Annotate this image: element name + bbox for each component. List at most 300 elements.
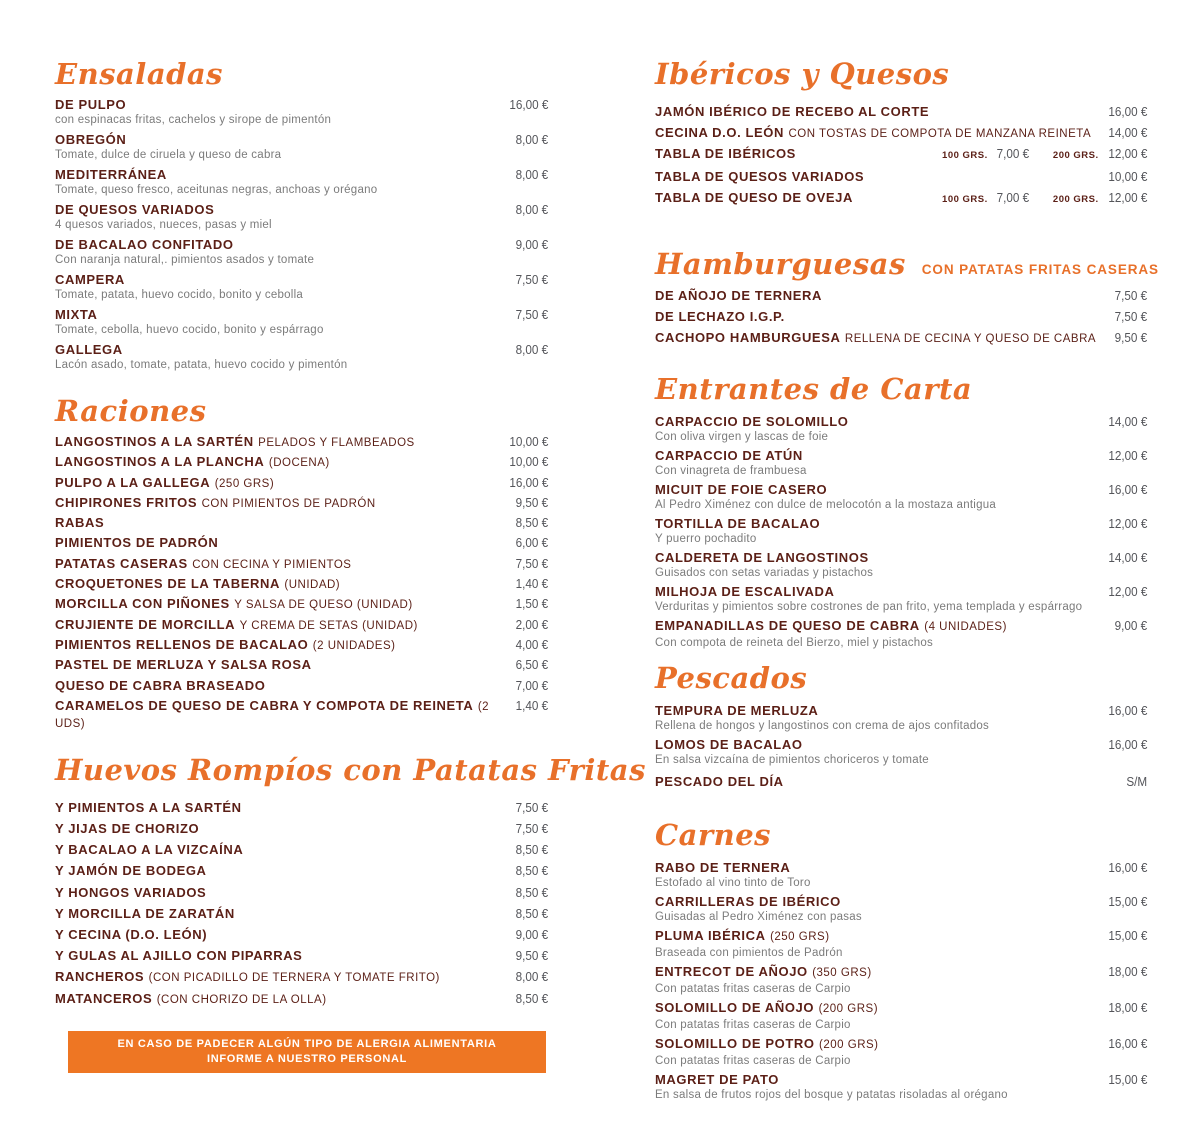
menu-item [55, 924, 548, 945]
item-nameline [55, 906, 512, 921]
item-description: Verduritas y pimientos sobre costrones de pan frito, yema templada y espárrago [655, 601, 1083, 613]
menu-item [55, 676, 548, 696]
item-main [655, 550, 1104, 580]
item-nameline [55, 342, 512, 357]
menu-item [655, 414, 1147, 444]
item-main [55, 342, 512, 372]
item-price: 15,00 € [1107, 928, 1147, 943]
item-suffix: (200 GRS) [818, 1003, 879, 1015]
item-name: MILHOJA DE ESCALIVADA [655, 584, 835, 599]
item-name: MATANCEROS [55, 990, 153, 1006]
allergy-notice [68, 1031, 546, 1073]
item-main [55, 167, 512, 197]
item-name: Y CECINA (D.O. LEÓN) [55, 927, 208, 943]
item-name: CARPACCIO DE ATÚN [655, 448, 803, 463]
menu-item [55, 513, 548, 533]
item-main [55, 927, 512, 942]
item-name: GALLEGA [55, 342, 123, 357]
item-main [55, 698, 512, 732]
section-entrantes [655, 372, 1147, 650]
item-price: 10,00 € [508, 434, 548, 449]
item-suffix: (CON PICADILLO DE TERNERA Y TOMATE FRITO) [148, 972, 440, 985]
item-nameline [55, 535, 512, 550]
item-suffix: RELLENA DE CECINA Y QUESO DE CABRA [844, 333, 1097, 345]
item-nameline [655, 618, 1111, 635]
item-price: 1,40 € [515, 576, 548, 592]
section-title: Entrantes de Carta [655, 372, 973, 406]
item-description: En salsa vizcaína de pimientos choriceros y tomate [655, 754, 929, 766]
item-suffix: (4 UNIDADES) [924, 621, 1007, 633]
menu-item [55, 988, 548, 1009]
menu-item [655, 550, 1147, 580]
price-group [1053, 143, 1147, 166]
item-nameline [55, 576, 512, 593]
item-name: DE LECHAZO I.G.P. [655, 309, 785, 324]
item-description: Lacón asado, tomate, patata, huevo cocido y pimentón [55, 359, 348, 371]
item-price: 7,50 € [515, 821, 548, 837]
section-subtitle: CON PATATAS FRITAS CASERAS [921, 262, 1159, 277]
item-description: Tomate, queso fresco, aceitunas negras, anchoas y orégano [55, 184, 378, 196]
section-items [655, 414, 1147, 650]
menu-item [55, 554, 548, 574]
item-price: 8,00 € [515, 132, 548, 147]
item-price: 10,00 € [508, 454, 548, 470]
item-nameline [55, 657, 512, 672]
item-name: TABLA DE IBÉRICOS [655, 146, 796, 161]
section-ibericos [655, 57, 1147, 210]
item-nameline [55, 637, 512, 654]
item-price: 14,00 € [1107, 414, 1147, 429]
item-nameline [655, 703, 1104, 718]
menu-item [55, 966, 548, 987]
item-price: 14,00 € [1107, 550, 1147, 565]
section-items [55, 432, 548, 732]
item-suffix: (CON CHORIZO DE LA OLLA) [156, 993, 327, 1006]
menu-item [655, 306, 1147, 327]
item-nameline [655, 516, 1104, 531]
item-price: 7,50 € [515, 272, 548, 287]
item-name: Y GULAS AL AJILLO CON PIPARRAS [55, 948, 303, 964]
item-main [655, 516, 1104, 546]
item-name: Y HONGOS VARIADOS [55, 884, 207, 900]
item-main [55, 97, 505, 127]
item-nameline [55, 202, 512, 217]
item-nameline [655, 894, 1104, 909]
item-name: TABLA DE QUESOS VARIADOS [655, 169, 865, 184]
item-name: MAGRET DE PATO [655, 1072, 779, 1087]
menu-item [55, 574, 548, 594]
menu-item [655, 771, 1147, 793]
item-description: Rellena de hongos y langostinos con crema de ajos confitados [655, 720, 990, 732]
item-main [55, 906, 512, 921]
item-price: 7,50 € [515, 555, 548, 571]
item-nameline [655, 737, 1104, 752]
item-price: 7,50 € [1114, 288, 1147, 303]
item-main [655, 414, 1104, 444]
item-description: Con oliva virgen y lascas de foie [655, 431, 829, 443]
item-price: 6,50 € [515, 657, 548, 673]
section-header [55, 394, 548, 428]
item-price: 9,50 € [515, 494, 548, 510]
item-name: JAMÓN IBÉRICO DE RECEBO AL CORTE [655, 104, 930, 119]
item-nameline [655, 1072, 1104, 1087]
item-name: TORTILLA DE BACALAO [655, 516, 821, 531]
section-title: Pescados [655, 661, 808, 695]
menu-item [655, 1072, 1147, 1102]
item-main [655, 584, 1104, 614]
item-price: 6,00 € [515, 535, 548, 551]
menu-item [55, 615, 548, 635]
item-main [55, 434, 505, 451]
item-main [655, 894, 1104, 924]
item-price: 7,00 € [996, 146, 1029, 161]
section-huevos [55, 752, 646, 1009]
item-description: Con patatas fritas caseras de Carpio [655, 1055, 851, 1067]
item-name: RABO DE TERNERA [655, 860, 791, 875]
item-price: 12,00 € [1107, 146, 1147, 161]
item-nameline [55, 969, 512, 986]
item-price: 9,00 € [515, 927, 548, 943]
item-main [55, 863, 512, 878]
item-name: LANGOSTINOS A LA SARTÉN [55, 434, 254, 449]
item-name: CRUJIENTE DE MORCILLA [55, 616, 236, 632]
item-name: ENTRECOT DE AÑOJO [655, 964, 808, 979]
section-title: Ibéricos y Quesos [655, 57, 950, 91]
item-name: TEMPURA DE MERLUZA [655, 703, 819, 718]
item-nameline [655, 860, 1104, 875]
item-price: 1,40 € [515, 697, 548, 713]
item-price: 18,00 € [1107, 1000, 1147, 1015]
menu-item [655, 122, 1147, 143]
item-price: 8,50 € [515, 884, 548, 900]
item-nameline [655, 414, 1104, 429]
item-main [655, 964, 1104, 996]
menu-item [55, 202, 548, 232]
item-price: 8,50 € [515, 905, 548, 921]
item-nameline [55, 698, 512, 732]
item-description: 4 quesos variados, nueces, pasas y miel [55, 219, 272, 231]
item-description: Tomate, cebolla, huevo cocido, bonito y espárrago [55, 324, 324, 336]
item-nameline [55, 863, 512, 878]
item-main [55, 535, 512, 550]
item-price: 7,50 € [515, 307, 548, 322]
section-title: Hamburguesas [655, 247, 906, 281]
item-price: 16,00 € [1107, 482, 1147, 497]
section-items [55, 97, 548, 372]
item-name: EMPANADILLAS DE QUESO DE CABRA [655, 618, 920, 633]
item-description: En salsa de frutos rojos del bosque y patatas risoladas al orégano [655, 1089, 1008, 1101]
item-main [55, 637, 512, 654]
section-header [655, 247, 1159, 281]
item-name: MIXTA [55, 307, 98, 322]
item-main [55, 495, 512, 512]
item-main [55, 657, 512, 672]
item-name: PASTEL DE MERLUZA Y SALSA ROSA [55, 657, 312, 673]
section-title: Ensaladas [55, 57, 224, 91]
price-size-label: 200 GRS. [1052, 194, 1099, 205]
item-suffix: (UNIDAD) [284, 579, 341, 592]
menu-item [655, 516, 1147, 546]
item-main [655, 146, 942, 161]
item-name: LOMOS DE BACALAO [655, 737, 803, 752]
item-nameline [55, 515, 512, 530]
item-nameline [55, 454, 505, 471]
item-main [655, 1000, 1104, 1032]
section-header [655, 372, 1147, 406]
item-nameline [655, 1036, 1104, 1053]
item-description: Tomate, patata, huevo cocido, bonito y cebolla [55, 289, 304, 301]
item-description: Tomate, dulce de ciruela y queso de cabra [55, 149, 282, 161]
item-nameline [655, 190, 942, 205]
item-nameline [655, 146, 942, 161]
item-price: 12,00 € [1107, 516, 1147, 531]
item-nameline [655, 309, 1111, 324]
price-group [942, 187, 1029, 210]
item-nameline [55, 97, 505, 112]
menu-item [55, 797, 548, 818]
item-main [55, 617, 512, 634]
allergy-notice-line2: INFORME A NUESTRO PERSONAL [206, 1053, 408, 1065]
section-items [655, 703, 1147, 793]
item-nameline [655, 964, 1104, 981]
price-size-label: 200 GRS. [1052, 150, 1099, 161]
item-description: Con compota de reineta del Bierzo, miel y pistachos [655, 637, 934, 649]
item-name: PESCADO DEL DÍA [655, 774, 784, 789]
item-main [655, 104, 1104, 119]
item-nameline [655, 104, 1104, 119]
item-nameline [55, 885, 512, 900]
item-description: Y puerro pochadito [655, 533, 757, 545]
item-main [655, 288, 1111, 303]
price-group [942, 143, 1029, 166]
item-nameline [655, 448, 1104, 463]
allergy-notice-line1: EN CASO DE PADECER ALGÚN TIPO DE ALERGIA ALIMENTARIA [117, 1038, 497, 1050]
item-suffix: (DOCENA) [268, 457, 330, 470]
item-name: CALDERETA DE LANGOSTINOS [655, 550, 869, 565]
item-name: PIMIENTOS DE PADRÓN [55, 535, 219, 551]
menu-item [55, 272, 548, 302]
menu-item [55, 167, 548, 197]
menu-item [655, 1000, 1147, 1032]
item-nameline [655, 774, 1124, 789]
item-main [55, 202, 512, 232]
item-nameline [55, 556, 512, 573]
item-prices [942, 187, 1147, 210]
item-description: con espinacas fritas, cachelos y sirope de pimentón [55, 114, 332, 126]
menu-item [55, 882, 548, 903]
item-nameline [55, 821, 512, 836]
item-nameline [55, 132, 512, 147]
item-name: Y MORCILLA DE ZARATÁN [55, 905, 235, 921]
item-description: Guisadas al Pedro Ximénez con pasas [655, 911, 862, 923]
item-name: PIMIENTOS RELLENOS DE BACALAO [55, 636, 309, 652]
item-price: 9,50 € [515, 948, 548, 964]
item-suffix: PELADOS Y FLAMBEADOS [258, 437, 415, 449]
item-price: 16,00 € [508, 474, 548, 490]
price-group [1053, 187, 1147, 210]
item-name: SOLOMILLO DE AÑOJO [655, 1000, 815, 1015]
item-nameline [55, 475, 505, 492]
item-name: Y BACALAO A LA VIZCAÍNA [55, 842, 244, 858]
item-name: CARAMELOS DE QUESO DE CABRA Y COMPOTA DE REINETA [55, 697, 474, 713]
item-name: PLUMA IBÉRICA [655, 928, 766, 943]
item-main [655, 330, 1111, 347]
item-nameline [655, 288, 1111, 303]
item-name: CHIPIRONES FRITOS [55, 494, 198, 510]
menu-item [55, 594, 548, 614]
item-main [655, 1036, 1104, 1068]
item-name: RABAS [55, 515, 105, 531]
menu-item [55, 696, 548, 732]
item-name: DE QUESOS VARIADOS [55, 202, 215, 217]
item-price: 10,00 € [1107, 169, 1147, 184]
item-price: 8,50 € [515, 863, 548, 879]
item-nameline [655, 330, 1111, 347]
item-name: MEDITERRÁNEA [55, 167, 167, 182]
item-name: Y JAMÓN DE BODEGA [55, 863, 207, 879]
item-main [655, 190, 942, 205]
item-suffix: (250 GRS) [770, 931, 830, 943]
item-description: Guisados con setas variadas y pistachos [655, 567, 874, 579]
section-header [655, 661, 1147, 695]
item-name: CARPACCIO DE SOLOMILLO [655, 414, 849, 429]
item-name: MICUIT DE FOIE CASERO [655, 482, 828, 497]
menu-item [655, 860, 1147, 890]
item-nameline [655, 584, 1104, 599]
item-nameline [55, 237, 512, 252]
item-name: CACHOPO HAMBURGUESA [655, 330, 841, 345]
item-nameline [55, 596, 512, 613]
item-name: DE PULPO [55, 97, 127, 112]
item-description: Estofado al vino tinto de Toro [655, 877, 811, 889]
item-name: TABLA DE QUESO DE OVEJA [655, 190, 853, 205]
item-name: CAMPERA [55, 272, 125, 287]
item-name: DE BACALAO CONFITADO [55, 237, 234, 252]
item-price: 16,00 € [508, 97, 548, 112]
item-name: Y PIMIENTOS A LA SARTÉN [55, 799, 242, 815]
section-pescados [655, 661, 1147, 793]
item-main [55, 821, 512, 836]
item-nameline [655, 1000, 1104, 1017]
item-nameline [55, 272, 512, 287]
item-name: LANGOSTINOS A LA PLANCHA [55, 454, 265, 470]
menu-item [655, 101, 1147, 122]
item-main [55, 272, 512, 302]
menu-item [55, 655, 548, 675]
item-main [655, 737, 1104, 767]
item-main [55, 454, 505, 471]
menu-item [55, 432, 548, 452]
item-description: Con patatas fritas caseras de Carpio [655, 1019, 851, 1031]
item-main [55, 948, 512, 963]
item-main [655, 169, 1104, 184]
item-suffix: CON TOSTAS DE COMPOTA DE MANZANA REINETA [788, 128, 1092, 140]
section-title: Huevos Rompíos con Patatas Fritas [55, 752, 646, 787]
menu-item [55, 903, 548, 924]
item-main [55, 842, 512, 857]
item-suffix: Y SALSA DE QUESO (UNIDAD) [234, 599, 413, 612]
item-price: 4,00 € [515, 636, 548, 652]
item-price: 1,50 € [515, 596, 548, 612]
item-main [655, 618, 1111, 650]
item-price: 16,00 € [1107, 104, 1147, 119]
item-price: 8,50 € [515, 515, 548, 531]
item-nameline [55, 495, 512, 512]
item-nameline [655, 550, 1104, 565]
item-main [55, 132, 512, 162]
item-price: 14,00 € [1107, 125, 1147, 140]
item-nameline [55, 167, 512, 182]
item-main [55, 800, 512, 815]
menu-item [55, 473, 548, 493]
menu-column-left [55, 57, 646, 1009]
item-main [655, 928, 1104, 960]
item-suffix: CON PIMIENTOS DE PADRÓN [201, 497, 376, 510]
item-name: Y JIJAS DE CHORIZO [55, 821, 200, 837]
item-main [55, 678, 512, 693]
item-name: CARRILLERAS DE IBÉRICO [655, 894, 841, 909]
menu-item [55, 860, 548, 881]
item-price: 7,50 € [515, 799, 548, 815]
item-nameline [55, 948, 512, 963]
menu-item [55, 307, 548, 337]
menu-item [655, 187, 1147, 210]
item-prices [942, 143, 1147, 166]
item-price: 7,00 € [515, 677, 548, 693]
section-items [655, 101, 1147, 210]
item-price: 12,00 € [1107, 448, 1147, 463]
item-nameline [55, 434, 505, 451]
item-price: 8,00 € [515, 969, 548, 985]
menu-item [55, 237, 548, 267]
item-price: 8,00 € [515, 342, 548, 357]
item-nameline [55, 842, 512, 857]
item-nameline [55, 307, 512, 322]
menu-item [55, 945, 548, 966]
item-main [55, 556, 512, 573]
item-name: OBREGÓN [55, 132, 127, 147]
menu-item [655, 584, 1147, 614]
item-name: SOLOMILLO DE POTRO [655, 1036, 815, 1051]
item-main [55, 475, 505, 492]
menu-item [55, 818, 548, 839]
item-main [55, 307, 512, 337]
menu-item [655, 482, 1147, 512]
item-suffix: (2 UNIDADES) [312, 639, 396, 652]
section-header [55, 57, 548, 91]
item-description: Con patatas fritas caseras de Carpio [655, 983, 851, 995]
item-suffix: CON CECINA Y PIMIENTOS [192, 558, 352, 571]
item-description: Al Pedro Ximénez con dulce de melocotón a la mostaza antigua [655, 499, 997, 511]
item-description: Con naranja natural,. pimientos asados y tomate [55, 254, 315, 266]
section-title: Carnes [655, 818, 772, 852]
item-main [55, 515, 512, 530]
menu-item [655, 285, 1147, 306]
item-main [655, 703, 1104, 733]
item-price: 2,00 € [515, 616, 548, 632]
item-name: MORCILLA CON PIÑONES [55, 596, 230, 612]
item-nameline [55, 991, 512, 1008]
item-main [55, 969, 512, 986]
item-nameline [55, 678, 512, 693]
menu-item [655, 143, 1147, 166]
menu-item [55, 132, 548, 162]
item-price: 9,50 € [1114, 330, 1147, 345]
menu-item [655, 894, 1147, 924]
item-price: 15,00 € [1107, 894, 1147, 909]
price-size-label: 100 GRS. [942, 150, 988, 161]
item-main [55, 576, 512, 593]
